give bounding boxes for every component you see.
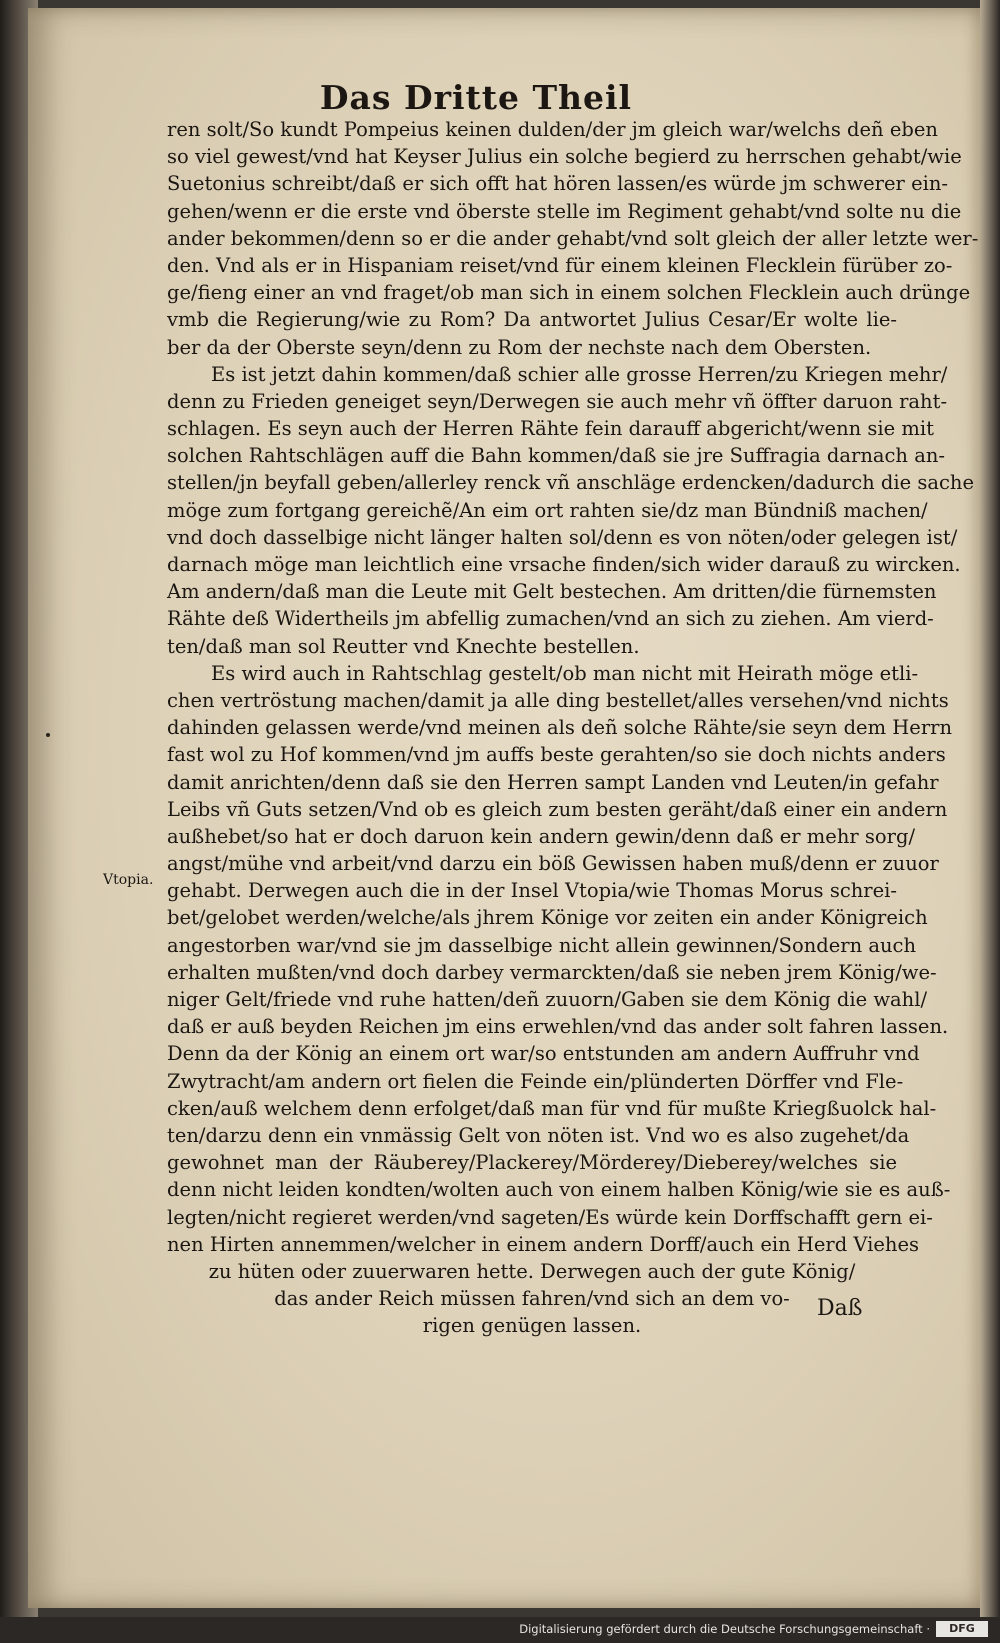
text-line: cken/auß welchem denn erfolget/daß man für vnd für mußte Kriegßuolck hal- [167, 1096, 937, 1120]
text-line: Am andern/daß man die Leute mit Gelt bestechen. Am dritten/die fürnemsten [167, 580, 937, 604]
marginal-note: Vtopia. [103, 872, 154, 888]
text-line: damit anrichten/denn daß sie den Herren sampt Landen vnd Leuten/in gefahr [167, 770, 939, 794]
text-line: nen Hirten annemmen/welcher in einem andern Dorff/auch ein Herd Viehes [167, 1232, 920, 1256]
text-line: gehen/wenn er die erste vnd öberste stelle im Regiment gehabt/vnd solte nu die [167, 199, 962, 223]
footer-credit: Digitalisierung gefördert durch die Deutsche Forschungsgemeinschaft · [519, 1622, 930, 1636]
text-line: ge/fieng einer an vnd fraget/ob man sich in einem solchen Flecklein auch drünge [167, 281, 971, 305]
text-line: außhebet/so hat er doch daruon kein andern gewin/denn daß er mehr sorg/ [167, 824, 916, 848]
text-line: ander bekommen/denn so er die ander gehabt/vnd solt gleich der aller letzte wer- [167, 226, 979, 250]
text-line: legten/nicht regieret werden/vnd sageten/Es würde kein Dorffschafft gern ei- [167, 1205, 933, 1229]
text-line: bet/gelobet werden/welche/als jhrem Könige vor zeiten ein ander Königreich [167, 906, 928, 930]
text-line: vmb die Regierung/wie zu Rom? Da antwortet Julius Cesar/Er wolte lie- [167, 308, 897, 332]
text-line: vnd doch dasselbige nicht länger halten sol/denn es von nöten/oder gelegen ist/ [167, 525, 958, 549]
text-line: möge zum fortgang gereichẽ/An eim ort rahten sie/dz man Bündniß machen/ [167, 498, 928, 522]
running-head: Das Dritte Theil [319, 78, 633, 117]
text-line: solchen Rahtschlägen auff die Bahn kommen/daß sie jre Suffragia darnach an- [167, 444, 945, 468]
text-line: daß er auß beyden Reichen jm eins erwehlen/vnd das ander solt fahren lassen. [167, 1015, 949, 1039]
text-line: fast wol zu Hof kommen/vnd jm auffs beste gerahten/so sie doch nichts anders [167, 743, 946, 767]
dfg-logo: DFG [936, 1621, 988, 1637]
text-line: darnach möge man leichtlich eine vrsache finden/sich wider darauß zu wircken. [167, 553, 961, 576]
text-line: schlagen. Es seyn auch der Herren Rähte fein darauff abgericht/wenn sie mit [167, 417, 934, 441]
catchword: Daß [817, 1296, 863, 1321]
text-line: niger Gelt/friede vnd ruhe hatten/deñ zuuorn/Gaben sie dem König die wahl/ [167, 988, 928, 1011]
text-line: angestorben war/vnd sie jm dasselbige nicht allein gewinnen/Sondern auch [167, 933, 917, 957]
text-line: chen vertröstung machen/damit ja alle ding bestellet/alles versehen/vnd nichts [167, 688, 949, 712]
text-line: denn nicht leiden kondten/wolten auch von einem halben König/wie sie es auß- [167, 1178, 951, 1202]
text-line: ten/darzu denn ein vnmässig Gelt von nöten ist. Vnd wo es also zugehet/da [167, 1123, 910, 1147]
text-line: stellen/jn beyfall geben/allerley renck vñ anschläge erdencken/dadurch die sache [167, 471, 975, 495]
text-line: Rähte deß Widertheils jm abfellig zumachen/vnd an sich zu ziehen. Am vierd- [167, 607, 934, 631]
text-line: Suetonius schreibt/daß er sich offt hat hören lassen/es würde jm schwerer ein- [167, 172, 948, 196]
margin-mark [46, 733, 50, 737]
text-line: gewohnet man der Räuberey/Plackerey/Mörderey/Dieberey/welches sie [167, 1151, 897, 1175]
text-line: Zwytracht/am andern ort fielen die Feinde ein/plünderten Dörffer vnd Fle- [167, 1069, 904, 1093]
text-line: denn zu Frieden geneiget seyn/Derwegen sie auch mehr vñ öffter daruon raht- [167, 389, 948, 413]
text-line: dahinden gelassen werde/vnd meinen als deñ solche Rähte/sie seyn dem Herrn [167, 716, 953, 740]
text-line: Es ist jetzt dahin kommen/daß schier alle grosse Herren/zu Kriegen mehr/ [211, 362, 948, 386]
text-line: zu hüten oder zuuerwaren hette. Derwegen auch der gute König/ [208, 1259, 856, 1283]
text-line: Denn da der König an einem ort war/so entstunden am andern Auffruhr vnd [167, 1042, 920, 1066]
text-line: ten/daß man sol Reutter vnd Knechte bestellen. [167, 634, 640, 658]
text-line: ber da der Oberste seyn/denn zu Rom der nechste nach dem Obersten. [167, 335, 872, 359]
text-line: Es wird auch in Rahtschlag gestelt/ob man nicht mit Heirath möge etli- [211, 661, 919, 685]
text-line: erhalten mußten/vnd doch darbey vermarckten/daß sie neben jrem König/we- [167, 960, 937, 984]
text-line: angst/mühe vnd arbeit/vnd darzu ein böß Gewissen haben muß/denn er zuuor [167, 852, 939, 876]
page-edge [980, 0, 1000, 1643]
text-line: das ander Reich müssen fahren/vnd sich an dem vo- [274, 1287, 790, 1311]
text-line: gehabt. Derwegen auch die in der Insel Vtopia/wie Thomas Morus schrei- [167, 879, 897, 903]
text-line: den. Vnd als er in Hispaniam reiset/vnd für einem kleinen Flecklein fürüber zo- [167, 253, 953, 277]
body-text [167, 116, 979, 1339]
text-line: ren solt/So kundt Pompeius keinen dulden/der jm gleich war/welchs deñ eben [167, 118, 938, 141]
text-line: so viel gewest/vnd hat Keyser Julius ein solche begierd zu herrschen gehabt/wie [167, 145, 962, 169]
text-line: rigen genügen lassen. [422, 1314, 642, 1338]
text-line: Leibs vñ Guts setzen/Vnd ob es gleich zum besten geräht/daß einer ein andern [167, 797, 948, 821]
